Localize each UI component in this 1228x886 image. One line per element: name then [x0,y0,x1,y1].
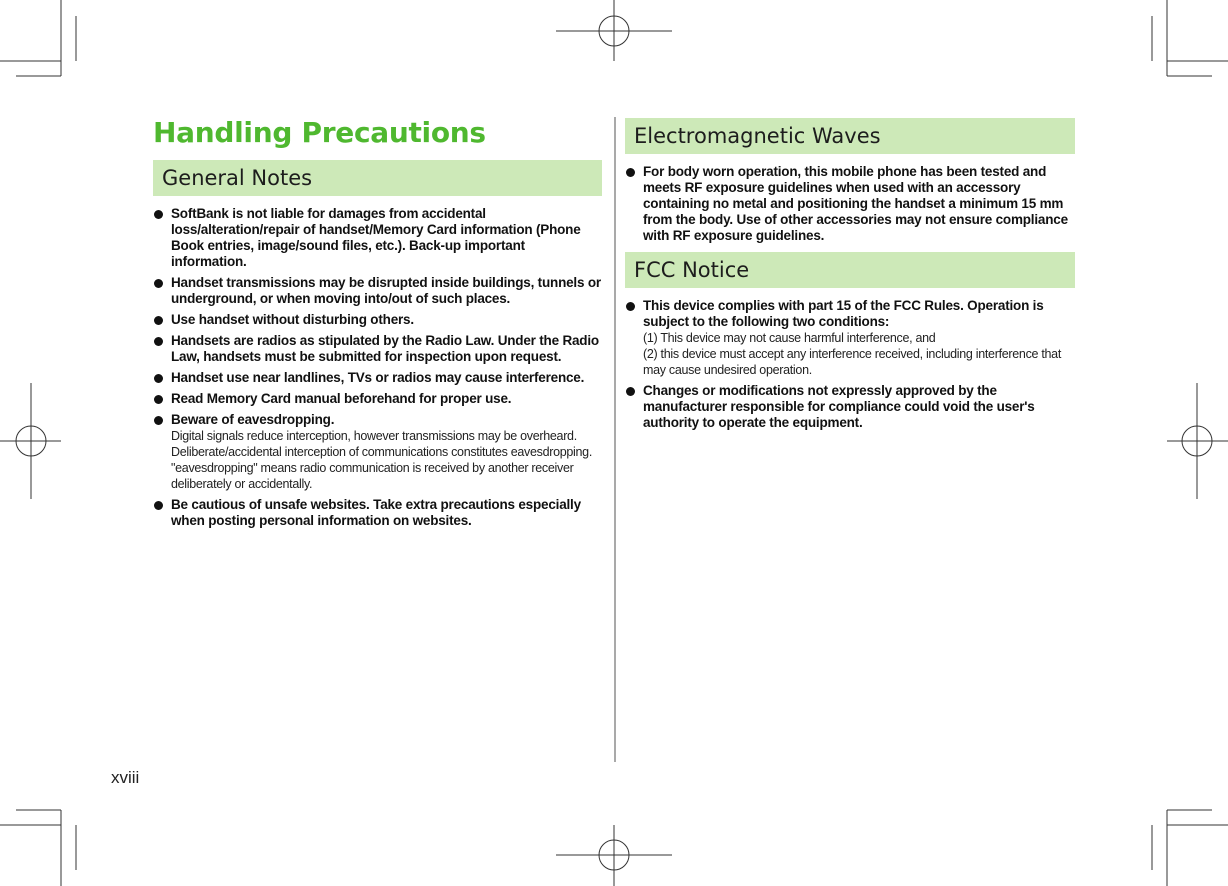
fcc-condition-1: (1) This device may not cause harmful interference, and [643,331,936,345]
right-column [625,118,1075,439]
list-item: Beware of eavesdropping. Digital signals reduce interception, however transmissions may be overheard. Deliberate/accidental interception of communications constitutes eavesdropping. "eavesdropping" means radio communication is received by another receiver deliberately or accidentally. [153,412,602,492]
electromagnetic-waves-list [625,164,1075,244]
list-item: This device complies with part 15 of the FCC Rules. Operation is subject to the following two conditions: (1) This device may not cause harmful interference, and (2) this device must accept any interference received, including interference that may cause undesired operation. [625,298,1075,378]
page-number: xviii [111,768,140,787]
page-title: Handling Precautions [153,116,486,149]
list-item: For body worn operation, this mobile phone has been tested and meets RF exposure guidelines when used with an accessory containing no metal and positioning the handset a minimum 15 mm from the body. Use of other accessories may not ensure compliance with RF exposure guidelines. [625,164,1075,244]
eavesdropping-definition: "eavesdropping" means radio communication is received by another receiver deliberately or accidentally. [171,461,574,491]
list-item: Handset transmissions may be disrupted inside buildings, tunnels or underground, or when moving into/out of such places. [153,275,602,307]
general-notes-list [153,206,602,529]
column-divider [614,117,616,762]
fcc-condition-2: (2) this device must accept any interference received, including interference that may cause undesired operation. [643,347,1061,377]
fcc-notice-list [625,298,1075,431]
list-item: Changes or modifications not expressly approved by the manufacturer responsible for compliance could void the user's authority to operate the equipment. [625,383,1075,431]
general-notes-heading: General Notes [153,160,602,196]
list-item: Read Memory Card manual beforehand for proper use. [153,391,602,407]
left-column [153,160,602,537]
list-item: Be cautious of unsafe websites. Take extra precautions especially when posting personal information on websites. [153,497,602,529]
list-item: Use handset without disturbing others. [153,312,602,328]
list-item: Handset use near landlines, TVs or radios may cause interference. [153,370,602,386]
fcc-notice-heading: FCC Notice [625,252,1075,288]
list-item: SoftBank is not liable for damages from accidental loss/alteration/repair of handset/Memory Card information (Phone Book entries, image/sound files, etc.). Back-up important information. [153,206,602,270]
list-item: Handsets are radios as stipulated by the Radio Law. Under the Radio Law, handsets must be submitted for inspection upon request. [153,333,602,365]
electromagnetic-waves-heading: Electromagnetic Waves [625,118,1075,154]
eavesdropping-detail: Digital signals reduce interception, however transmissions may be overheard. Deliberate/accidental interception of communications constitutes eavesdropping. [171,429,592,459]
